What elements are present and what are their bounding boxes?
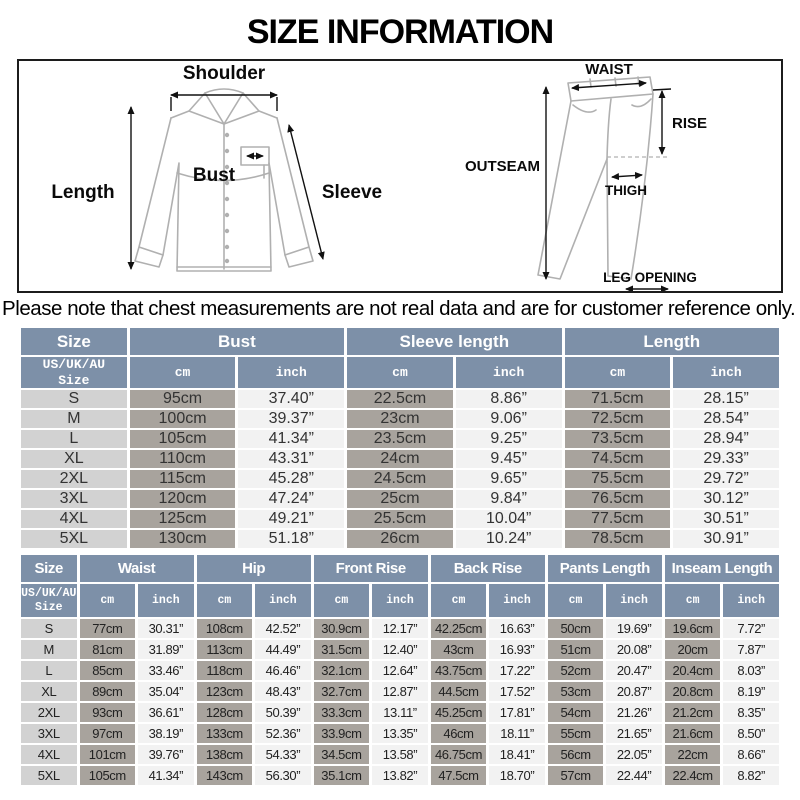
- inch-value-cell: 29.33”: [673, 450, 779, 468]
- measurement-diagram: [17, 59, 783, 293]
- inch-value-cell: 10.24”: [456, 530, 562, 548]
- cm-value-cell: 118cm: [197, 661, 253, 680]
- cm-value-cell: 43cm: [431, 640, 487, 659]
- cm-value-cell: 46.75cm: [431, 745, 487, 764]
- inch-value-cell: 30.51”: [673, 510, 779, 528]
- cm-value-cell: 110cm: [130, 450, 236, 468]
- cm-value-cell: 22.4cm: [665, 766, 721, 785]
- inch-value-cell: 48.43”: [255, 682, 311, 701]
- size-system-header: US/UK/AU Size: [21, 357, 127, 388]
- cm-value-cell: 97cm: [80, 724, 136, 743]
- inch-value-cell: 30.12”: [673, 490, 779, 508]
- inch-header: inch: [255, 584, 311, 617]
- inch-value-cell: 9.84”: [456, 490, 562, 508]
- inch-value-cell: 28.15”: [673, 390, 779, 408]
- size-system-header: US/UK/AU Size: [21, 584, 77, 617]
- cm-value-cell: 72.5cm: [565, 410, 671, 428]
- inch-value-cell: 8.35”: [723, 703, 779, 722]
- inch-value-cell: 44.49”: [255, 640, 311, 659]
- inch-value-cell: 31.89”: [138, 640, 194, 659]
- inch-value-cell: 12.40”: [372, 640, 428, 659]
- size-cell: 3XL: [21, 724, 77, 743]
- cm-value-cell: 23.5cm: [347, 430, 453, 448]
- inch-value-cell: 18.11”: [489, 724, 545, 743]
- inch-header: inch: [138, 584, 194, 617]
- inch-value-cell: 7.87”: [723, 640, 779, 659]
- cm-header: cm: [197, 584, 253, 617]
- shoulder-label: Shoulder: [182, 63, 266, 84]
- table-row: [21, 703, 779, 722]
- cm-header: cm: [431, 584, 487, 617]
- inch-value-cell: 8.19”: [723, 682, 779, 701]
- inch-value-cell: 12.87”: [372, 682, 428, 701]
- cm-value-cell: 51cm: [548, 640, 604, 659]
- shirt-size-table: [18, 326, 782, 550]
- inch-header: inch: [372, 584, 428, 617]
- cm-value-cell: 24.5cm: [347, 470, 453, 488]
- cm-value-cell: 76.5cm: [565, 490, 671, 508]
- cm-header: cm: [665, 584, 721, 617]
- inch-header: inch: [606, 584, 662, 617]
- leg-opening-label: LEG OPENING: [603, 270, 697, 285]
- cm-value-cell: 24cm: [347, 450, 453, 468]
- cm-value-cell: 57cm: [548, 766, 604, 785]
- reference-note: Please note that chest measurements are not real data and are for customer reference only.: [2, 297, 796, 320]
- column-group-header-size: Size: [21, 328, 127, 355]
- inch-value-cell: 8.03”: [723, 661, 779, 680]
- inch-value-cell: 20.87”: [606, 682, 662, 701]
- cm-value-cell: 120cm: [130, 490, 236, 508]
- pants-sketch: [538, 77, 653, 279]
- inch-value-cell: 28.54”: [673, 410, 779, 428]
- inch-value-cell: 30.31”: [138, 619, 194, 638]
- inch-value-cell: 38.19”: [138, 724, 194, 743]
- cm-header: cm: [130, 357, 236, 388]
- inch-value-cell: 17.81”: [489, 703, 545, 722]
- size-cell: 5XL: [21, 530, 127, 548]
- waist-arrow: [572, 83, 646, 88]
- table-row: [21, 430, 779, 448]
- cm-value-cell: 130cm: [130, 530, 236, 548]
- column-group-header-back-rise: Back Rise: [431, 555, 545, 582]
- thigh-label: THIGH: [605, 183, 647, 198]
- cm-value-cell: 33.9cm: [314, 724, 370, 743]
- inch-value-cell: 7.72”: [723, 619, 779, 638]
- cm-value-cell: 30.9cm: [314, 619, 370, 638]
- inch-value-cell: 9.06”: [456, 410, 562, 428]
- cm-value-cell: 95cm: [130, 390, 236, 408]
- cm-value-cell: 53cm: [548, 682, 604, 701]
- cm-value-cell: 52cm: [548, 661, 604, 680]
- table-row: [21, 619, 779, 638]
- inch-header: inch: [238, 357, 344, 388]
- size-cell: 5XL: [21, 766, 77, 785]
- inch-value-cell: 46.46”: [255, 661, 311, 680]
- table-row: [21, 640, 779, 659]
- inch-value-cell: 28.94”: [673, 430, 779, 448]
- inch-value-cell: 36.61”: [138, 703, 194, 722]
- cm-value-cell: 47.5cm: [431, 766, 487, 785]
- inch-value-cell: 35.04”: [138, 682, 194, 701]
- cm-value-cell: 22cm: [665, 745, 721, 764]
- cm-value-cell: 43.75cm: [431, 661, 487, 680]
- cm-value-cell: 45.25cm: [431, 703, 487, 722]
- inch-value-cell: 13.11”: [372, 703, 428, 722]
- table-row: [21, 490, 779, 508]
- inch-value-cell: 20.47”: [606, 661, 662, 680]
- inch-value-cell: 9.65”: [456, 470, 562, 488]
- cm-value-cell: 81cm: [80, 640, 136, 659]
- cm-value-cell: 19.6cm: [665, 619, 721, 638]
- cm-value-cell: 25.5cm: [347, 510, 453, 528]
- cm-header: cm: [548, 584, 604, 617]
- table-row: [21, 661, 779, 680]
- size-cell: S: [21, 390, 127, 408]
- pants-diagram: [400, 61, 781, 291]
- inch-value-cell: 9.25”: [456, 430, 562, 448]
- inch-value-cell: 8.50”: [723, 724, 779, 743]
- inch-value-cell: 39.37”: [238, 410, 344, 428]
- size-cell: 4XL: [21, 745, 77, 764]
- cm-value-cell: 25cm: [347, 490, 453, 508]
- thigh-arrow: [612, 175, 642, 177]
- inch-value-cell: 41.34”: [238, 430, 344, 448]
- cm-value-cell: 74.5cm: [565, 450, 671, 468]
- size-cell: 4XL: [21, 510, 127, 528]
- cm-value-cell: 50cm: [548, 619, 604, 638]
- inch-value-cell: 8.86”: [456, 390, 562, 408]
- cm-header: cm: [565, 357, 671, 388]
- column-group-header-sleeve-length: Sleeve length: [347, 328, 561, 355]
- inch-value-cell: 18.70”: [489, 766, 545, 785]
- length-label: Length: [51, 182, 115, 203]
- shirt-diagram: [19, 61, 400, 291]
- group-header-row: [21, 555, 779, 582]
- table-row: [21, 724, 779, 743]
- cm-value-cell: 138cm: [197, 745, 253, 764]
- rise-label: RISE: [672, 115, 708, 132]
- size-cell: 3XL: [21, 490, 127, 508]
- inch-value-cell: 16.63”: [489, 619, 545, 638]
- inch-value-cell: 13.82”: [372, 766, 428, 785]
- inch-value-cell: 12.64”: [372, 661, 428, 680]
- cm-value-cell: 54cm: [548, 703, 604, 722]
- cm-value-cell: 31.5cm: [314, 640, 370, 659]
- inch-value-cell: 10.04”: [456, 510, 562, 528]
- size-cell: XL: [21, 682, 77, 701]
- inch-value-cell: 29.72”: [673, 470, 779, 488]
- cm-value-cell: 125cm: [130, 510, 236, 528]
- cm-value-cell: 32.7cm: [314, 682, 370, 701]
- inch-value-cell: 12.17”: [372, 619, 428, 638]
- sub-header-row: [21, 357, 779, 388]
- column-group-header-waist: Waist: [80, 555, 194, 582]
- cm-value-cell: 143cm: [197, 766, 253, 785]
- cm-value-cell: 78.5cm: [565, 530, 671, 548]
- inch-header: inch: [456, 357, 562, 388]
- cm-value-cell: 105cm: [130, 430, 236, 448]
- cm-value-cell: 22.5cm: [347, 390, 453, 408]
- column-group-header-pants-length: Pants Length: [548, 555, 662, 582]
- inch-value-cell: 41.34”: [138, 766, 194, 785]
- cm-value-cell: 77cm: [80, 619, 136, 638]
- inch-value-cell: 37.40”: [238, 390, 344, 408]
- table-row: [21, 766, 779, 785]
- cm-value-cell: 56cm: [548, 745, 604, 764]
- cm-value-cell: 93cm: [80, 703, 136, 722]
- inch-value-cell: 22.05”: [606, 745, 662, 764]
- inch-value-cell: 19.69”: [606, 619, 662, 638]
- column-group-header-size: Size: [21, 555, 77, 582]
- cm-value-cell: 123cm: [197, 682, 253, 701]
- cm-value-cell: 85cm: [80, 661, 136, 680]
- inch-value-cell: 52.36”: [255, 724, 311, 743]
- waist-label: WAIST: [585, 61, 633, 78]
- table-row: [21, 745, 779, 764]
- page-title: SIZE INFORMATION: [246, 13, 554, 51]
- pants-size-table: [18, 553, 782, 787]
- inch-value-cell: 43.31”: [238, 450, 344, 468]
- table-row: [21, 530, 779, 548]
- table-row: [21, 682, 779, 701]
- cm-value-cell: 113cm: [197, 640, 253, 659]
- inch-value-cell: 54.33”: [255, 745, 311, 764]
- inch-header: inch: [723, 584, 779, 617]
- cm-value-cell: 20.8cm: [665, 682, 721, 701]
- cm-value-cell: 133cm: [197, 724, 253, 743]
- cm-value-cell: 20cm: [665, 640, 721, 659]
- size-cell: XL: [21, 450, 127, 468]
- cm-value-cell: 46cm: [431, 724, 487, 743]
- cm-value-cell: 55cm: [548, 724, 604, 743]
- size-cell: M: [21, 640, 77, 659]
- cm-value-cell: 34.5cm: [314, 745, 370, 764]
- bust-label: Bust: [192, 165, 236, 186]
- inch-value-cell: 39.76”: [138, 745, 194, 764]
- inch-value-cell: 13.58”: [372, 745, 428, 764]
- cm-value-cell: 89cm: [80, 682, 136, 701]
- cm-value-cell: 33.3cm: [314, 703, 370, 722]
- inch-value-cell: 17.22”: [489, 661, 545, 680]
- column-group-header-front-rise: Front Rise: [314, 555, 428, 582]
- cm-value-cell: 101cm: [80, 745, 136, 764]
- inch-value-cell: 45.28”: [238, 470, 344, 488]
- cm-value-cell: 105cm: [80, 766, 136, 785]
- inch-value-cell: 17.52”: [489, 682, 545, 701]
- cm-value-cell: 77.5cm: [565, 510, 671, 528]
- inch-value-cell: 13.35”: [372, 724, 428, 743]
- inch-value-cell: 33.46”: [138, 661, 194, 680]
- cm-value-cell: 23cm: [347, 410, 453, 428]
- cm-value-cell: 26cm: [347, 530, 453, 548]
- size-cell: 2XL: [21, 470, 127, 488]
- inch-value-cell: 21.65”: [606, 724, 662, 743]
- sub-header-row: [21, 584, 779, 617]
- column-group-header-hip: Hip: [197, 555, 311, 582]
- cm-header: cm: [347, 357, 453, 388]
- sleeve-arrow: [289, 125, 323, 259]
- cm-value-cell: 128cm: [197, 703, 253, 722]
- inch-value-cell: 30.91”: [673, 530, 779, 548]
- inch-value-cell: 56.30”: [255, 766, 311, 785]
- inch-value-cell: 42.52”: [255, 619, 311, 638]
- cm-value-cell: 21.6cm: [665, 724, 721, 743]
- cm-header: cm: [314, 584, 370, 617]
- inch-value-cell: 51.18”: [238, 530, 344, 548]
- cm-value-cell: 44.5cm: [431, 682, 487, 701]
- inch-value-cell: 20.08”: [606, 640, 662, 659]
- sleeve-label: Sleeve: [321, 182, 383, 203]
- inch-value-cell: 47.24”: [238, 490, 344, 508]
- inch-value-cell: 49.21”: [238, 510, 344, 528]
- cm-value-cell: 108cm: [197, 619, 253, 638]
- inch-header: inch: [673, 357, 779, 388]
- table-row: [21, 510, 779, 528]
- inch-value-cell: 8.82”: [723, 766, 779, 785]
- cm-value-cell: 42.25cm: [431, 619, 487, 638]
- cm-value-cell: 73.5cm: [565, 430, 671, 448]
- cm-value-cell: 20.4cm: [665, 661, 721, 680]
- size-cell: S: [21, 619, 77, 638]
- cm-value-cell: 115cm: [130, 470, 236, 488]
- cm-value-cell: 100cm: [130, 410, 236, 428]
- table-row: [21, 410, 779, 428]
- inch-value-cell: 9.45”: [456, 450, 562, 468]
- cm-header: cm: [80, 584, 136, 617]
- column-group-header-inseam-length: Inseam Length: [665, 555, 779, 582]
- inch-value-cell: 21.26”: [606, 703, 662, 722]
- size-cell: M: [21, 410, 127, 428]
- table-row: [21, 450, 779, 468]
- cm-value-cell: 71.5cm: [565, 390, 671, 408]
- outseam-label: OUTSEAM: [465, 158, 540, 175]
- cm-value-cell: 35.1cm: [314, 766, 370, 785]
- inch-value-cell: 50.39”: [255, 703, 311, 722]
- cm-value-cell: 21.2cm: [665, 703, 721, 722]
- inch-value-cell: 8.66”: [723, 745, 779, 764]
- cm-value-cell: 75.5cm: [565, 470, 671, 488]
- size-cell: L: [21, 430, 127, 448]
- size-cell: L: [21, 661, 77, 680]
- column-group-header-length: Length: [565, 328, 779, 355]
- table-row: [21, 470, 779, 488]
- group-header-row: [21, 328, 779, 355]
- column-group-header-bust: Bust: [130, 328, 344, 355]
- cm-value-cell: 32.1cm: [314, 661, 370, 680]
- inch-value-cell: 18.41”: [489, 745, 545, 764]
- inch-value-cell: 16.93”: [489, 640, 545, 659]
- inch-header: inch: [489, 584, 545, 617]
- inch-value-cell: 22.44”: [606, 766, 662, 785]
- size-cell: 2XL: [21, 703, 77, 722]
- table-row: [21, 390, 779, 408]
